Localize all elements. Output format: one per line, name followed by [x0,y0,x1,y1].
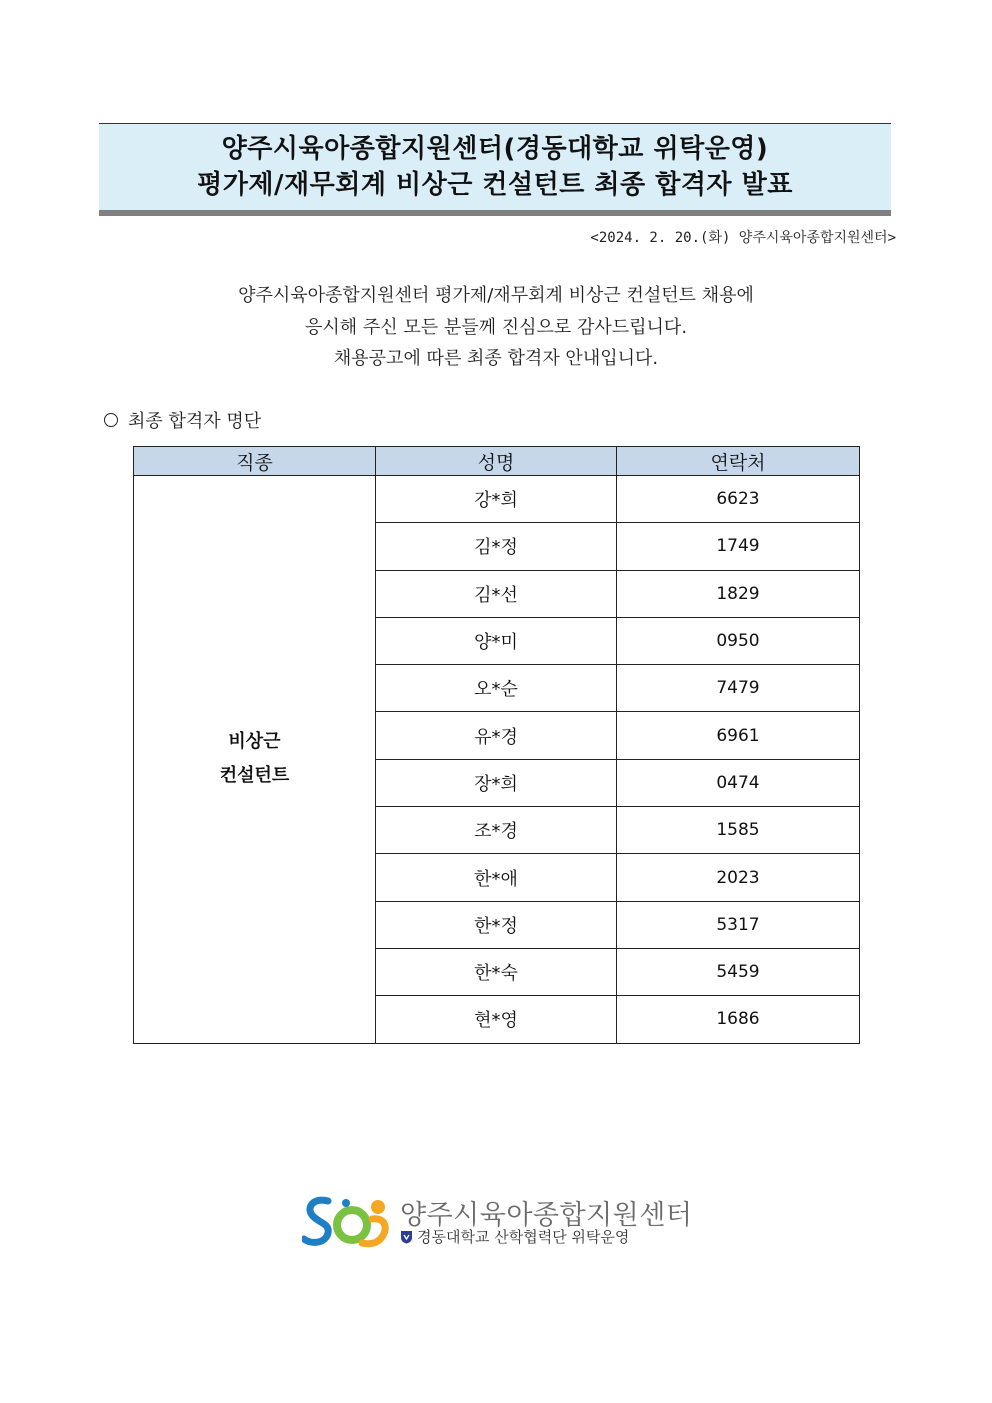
center-logo-icon [302,1193,394,1251]
phone-cell: 1829 [617,570,860,617]
university-seal-icon [400,1230,413,1244]
name-cell: 김*정 [376,523,617,570]
center-logo [302,1193,702,1253]
table-row [134,476,860,523]
header-name: 성명 [376,447,617,476]
job-line-1: 비상근 [228,731,281,753]
name-cell: 유*경 [376,712,617,759]
intro-line-3: 채용공고에 따른 최종 합격자 안내입니다. [333,348,659,369]
phone-cell: 2023 [617,854,860,901]
intro-line-2: 응시해 주신 모든 분들께 진심으로 감사드립니다. [304,317,688,338]
circle-bullet-icon [104,413,118,427]
title-line-2: 평가제/재무회계 비상근 컨설턴트 최종 합격자 발표 [197,170,793,200]
phone-cell: 1749 [617,523,860,570]
name-cell: 한*애 [376,854,617,901]
phone-cell: 7479 [617,665,860,712]
phone-cell: 5317 [617,901,860,948]
job-cell [134,476,376,1044]
section-heading-text: 최종 합격자 명단 [128,411,262,432]
header-job: 직종 [134,447,376,476]
logo-subtitle-text: 경동대학교 산학협력단 위탁운영 [417,1228,630,1246]
name-cell: 한*정 [376,901,617,948]
name-cell: 현*영 [376,996,617,1043]
phone-cell: 1686 [617,996,860,1043]
title-box [99,123,891,216]
table-header-row [134,447,860,476]
job-line-2: 컨설턴트 [219,765,290,787]
date-line: <2024. 2. 20.(화) 양주시육아종합지원센터> [590,230,896,246]
phone-cell: 0950 [617,617,860,664]
logo-subtitle [400,1226,629,1247]
title-line-1: 양주시육아종합지원센터(경동대학교 위탁운영) [221,134,769,164]
name-cell: 한*숙 [376,948,617,995]
phone-cell: 6623 [617,476,860,523]
section-heading [104,407,261,433]
phone-cell: 5459 [617,948,860,995]
intro-line-1: 양주시육아종합지원센터 평가제/재무회계 비상근 컨설턴트 채용에 [238,285,754,306]
name-cell: 조*경 [376,807,617,854]
name-cell: 양*미 [376,617,617,664]
phone-cell: 6961 [617,712,860,759]
name-cell: 오*순 [376,665,617,712]
name-cell: 강*희 [376,476,617,523]
roster-table [133,446,860,1044]
name-cell: 김*선 [376,570,617,617]
phone-cell: 0474 [617,759,860,806]
name-cell: 장*희 [376,759,617,806]
logo-name: 양주시육아종합지원센터 [400,1200,693,1231]
phone-cell: 1585 [617,807,860,854]
header-phone: 연락처 [617,447,860,476]
